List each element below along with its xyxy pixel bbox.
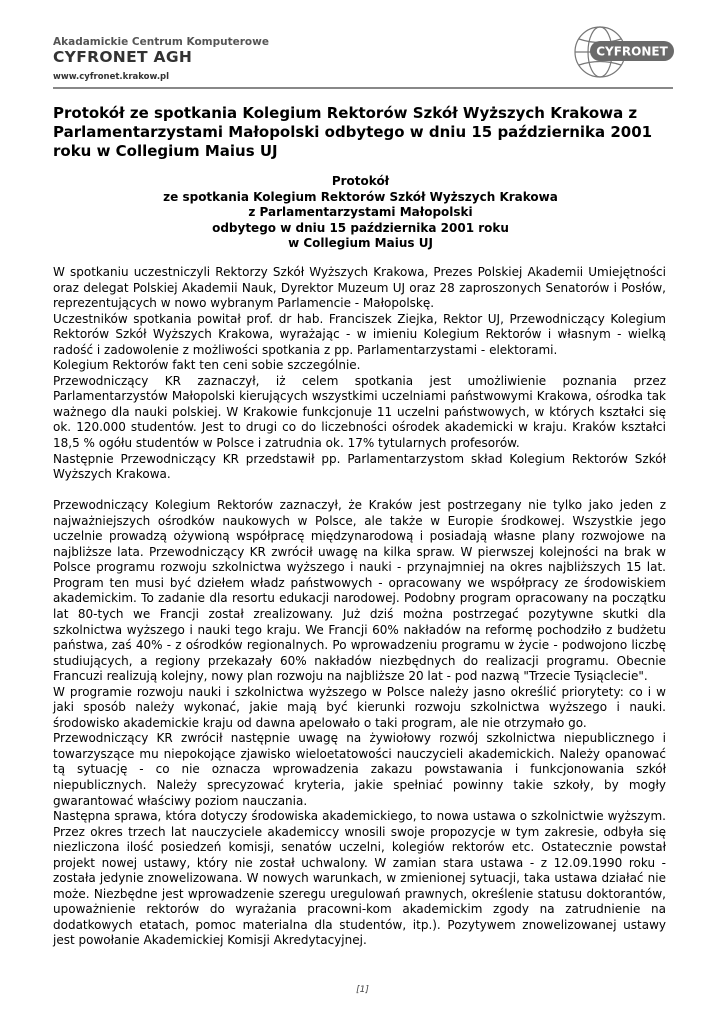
- heading-line: odbytego w dniu 15 października 2001 roku: [212, 220, 509, 235]
- website-url[interactable]: www.cyfronet.krakow.pl: [53, 72, 170, 82]
- cyfronet-logo: [568, 22, 678, 82]
- paragraph: Następnie Przewodniczący KR przedstawił pp. Parlamentarzystom skład Kolegium Rektorów Szkół Wyższych Krakowa.: [53, 451, 666, 482]
- centered-heading: [53, 174, 668, 252]
- header-divider: [53, 87, 673, 89]
- heading-line: w Collegium Maius UJ: [288, 236, 433, 250]
- paragraph: Kolegium Rektorów fakt ten ceni sobie szczególnie.: [53, 358, 361, 373]
- page-number: [1]: [356, 985, 369, 995]
- logo-text: CYFRONET: [596, 44, 668, 59]
- paragraph-gap: [53, 483, 666, 499]
- document-body: [53, 265, 666, 949]
- paragraph: W programie rozwoju nauki i szkolnictwa wyższego w Polsce należy jasno określić priorytety: co i w jaki sposób należy wykonać, jakie mają być kierunki rozwoju szkolnictwa wyższego i nauki. środowisko akademickie kraju od dawna apelowało o taki program, ale nie otrzymało go.: [53, 684, 666, 730]
- institution-name: Akadamickie Centrum Komputerowe: [53, 36, 269, 48]
- heading-line: ze spotkania Kolegium Rektorów Szkół Wyższych Krakowa: [163, 189, 558, 204]
- document-title: Protokół ze spotkania Kolegium Rektorów Szkół Wyższych Krakowa z Parlamentarzystami Małopolski odbytego w dniu 15 października 2001 roku w Collegium Maius UJ: [53, 104, 653, 160]
- paragraph: Przewodniczący KR zaznaczył, iż celem spotkania jest umożliwienie poznania przez Parlamentarzystów Małopolski kierujących wszystkimi uczelniami państwowymi Krakowa, ośrodka tak ważnego dla nauki polskiej. W Krakowie funkcjonuje 11 uczelni państwowych, w których kształci się ok. 120.000 studentów. Jest to drugi co do liczebności ośrodek akademicki w kraju. Kraków kształci 18,5 % ogółu studentów w Polsce i zatrudnia ok. 17% tytularnych profesorów.: [53, 373, 666, 451]
- paragraph: Przewodniczący KR zwrócił następnie uwagę na żywiołowy rozwój szkolnictwa niepublicznego i towarzyszące mu niepokojące zjawisko wieloetatowości nauczycieli akademickich. Należy opanować tą sytuację - co nie oznacza wprowadzenia zakazu powstawania i funkcjonowania szkół niepublicznych. Należy sprecyzować kryteria, jakie spełniać powinny takie szkoły, by mogły gwarantować właściwy poziom nauczania.: [53, 731, 666, 808]
- paragraph: Przewodniczący Kolegium Rektorów zaznaczył, że Kraków jest postrzegany nie tylko jako jeden z najważniejszych ośrodków naukowych w Polsce, ale także w Europie środkowej. Wszystkie jego uczelnie prowadzą ożywioną współpracę międzynarodową i posiadają własne plany rozwojowe na najbliższe lata. Przewodniczący KR zwrócił uwagę na kilka spraw. W pierwszej kolejności na brak w Polsce programu rozwoju szkolnictwa wyższego i nauki - przynajmniej na okres najbliższych 15 lat. Program ten musi być dziełem władz państwowych - opracowany we współpracy ze środowiskiem akademickim. To zadanie dla resortu edukacji narodowej. Podobny program opracowany na początku lat 80-tych we Francji został zrealizowany. Już dziś można postrzegać pozytywne skutki dla szkolnictwa wyższego i nauki tego kraju. We Francji 60% nakładów na reformę pochodziło z budżetu państwa, zaś 40% - z ośrodków regionalnych. Po wprowadzeniu programu w życie - podwojono liczbę studiujących, a regiony przekazały 60% nakładów niezbędnych do realizacji programu. Obecnie Francuzi realizują kolejny, nowy plan rozwoju na najbliższe 20 lat - pod nazwą "Trzecie Tysiąclecie".: [53, 498, 666, 684]
- paragraph: Uczestników spotkania powitał prof. dr hab. Franciszek Ziejka, Rektor UJ, Przewodniczący Kolegium Rektorów Szkół Wyższych Krakowa, wyrażając - w imieniu Kolegium Rektorów i własnym - wielką radość i zadowolenie z możliwości spotkania z pp. Parlamentarzystami - elektorami.: [53, 311, 666, 357]
- heading-line: z Parlamentarzystami Małopolski: [248, 205, 473, 219]
- institution-acronym: CYFRONET AGH: [53, 48, 193, 66]
- heading-line: Protokół: [331, 174, 390, 188]
- paragraph: W spotkaniu uczestniczyli Rektorzy Szkół Wyższych Krakowa, Prezes Polskiej Akademii Umiejętności oraz delegat Polskiej Akademii Nauk, Dyrektor Muzeum UJ oraz 28 zaproszonych Senatorów i Posłów, reprezentujących w nowo wybranym Parlamencie - Małopolskę.: [53, 265, 666, 311]
- paragraph: Następna sprawa, która dotyczy środowiska akademickiego, to nowa ustawa o szkolnictwie wyższym. Przez okres trzech lat nauczyciele akademiccy wnosili swoje propozycje w tym zakresie, odbyła się niezliczona ilość posiedzeń komisji, senatów uczelni, kolegiów rektorów etc. Ostatecznie powstał projekt nowej ustawy, który nie został uchwalony. W zamian stara ustawa - z 12.09.1990 roku - została jedynie znowelizowana. W nowych warunkach, w zmienionej sytuacji, taka ustawa działać nie może. Niezbędne jest wprowadzenie szeregu uregulowań prawnych, określenie statusu doktorantów, upoważnienie rektorów do wyrażania pracowni-kom akademickim zgody na zatrudnienie na dodatkowych etatach, pomoc materialna dla studentów, itp.). Pozytywem znowelizowanej ustawy jest powołanie Akademickiej Komisji Akredytacyjnej.: [53, 809, 666, 948]
